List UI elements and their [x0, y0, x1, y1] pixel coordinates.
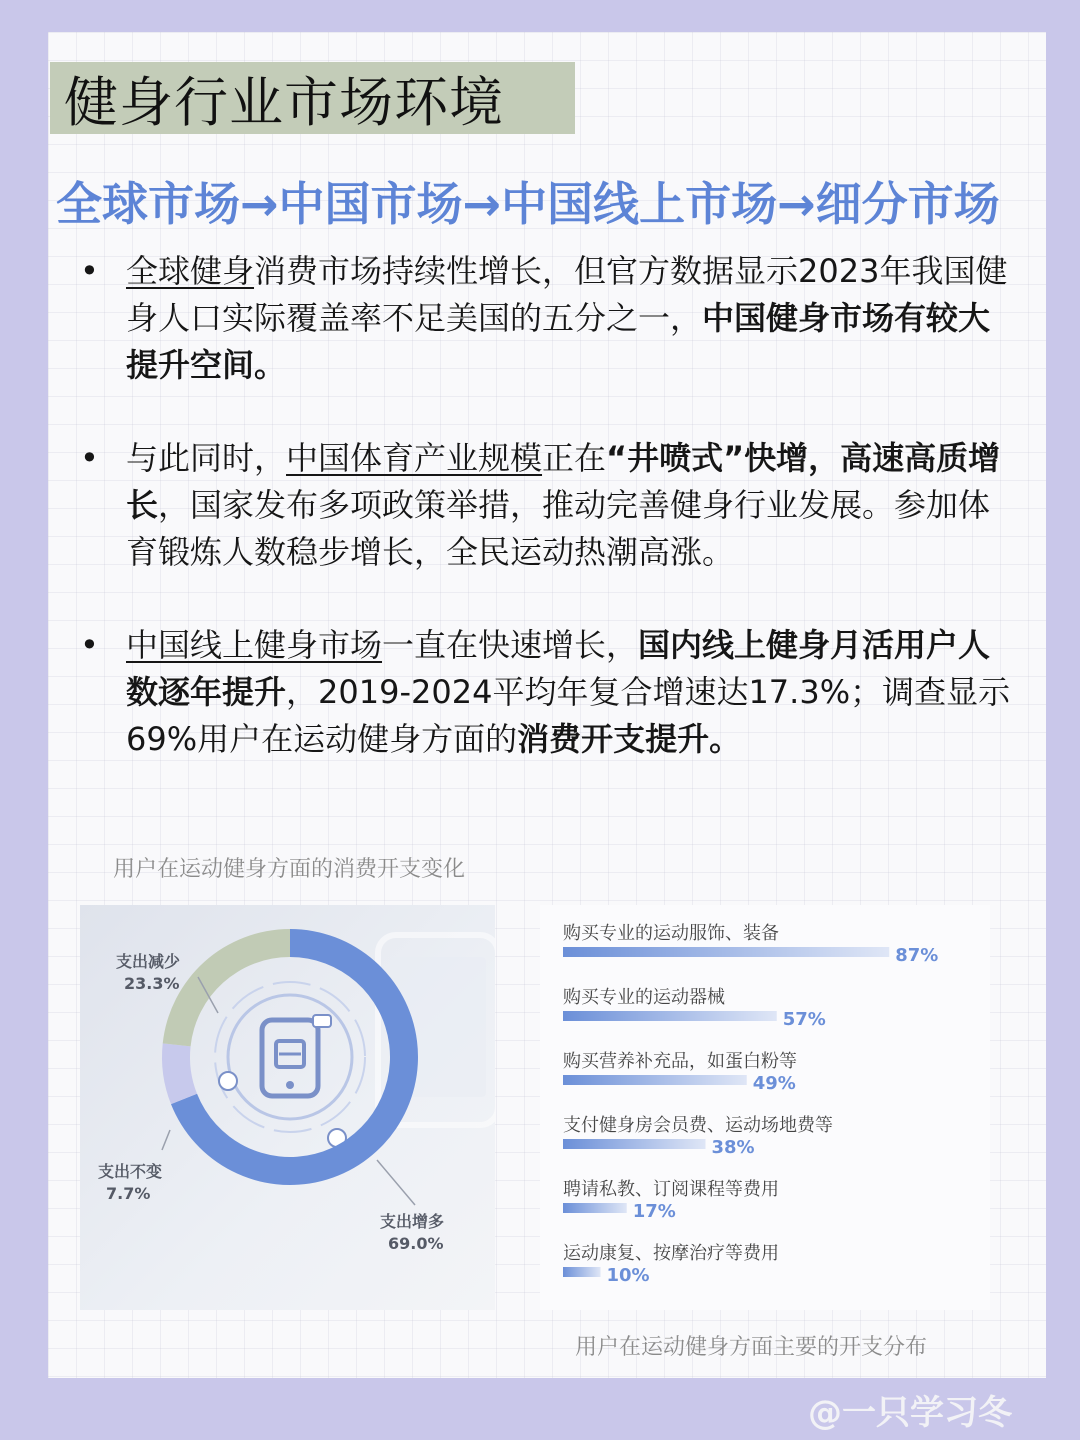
- donut-slice-value: 7.7%: [106, 1184, 151, 1203]
- bullet-dot: •: [80, 439, 99, 477]
- bar-chart-title: 用户在运动健身方面主要的开支分布: [575, 1335, 928, 1360]
- bullet-dot: •: [80, 626, 99, 664]
- donut-slice-name: 支出增多: [380, 1212, 445, 1231]
- donut-chart: [80, 905, 495, 1310]
- bar-value-label: 57%: [782, 1009, 826, 1030]
- page-title-box: [50, 62, 575, 134]
- bar: [563, 1139, 706, 1149]
- donut-leader-line: [162, 1130, 170, 1150]
- watermark: @一只学习冬: [808, 1393, 1012, 1433]
- donut-slice-value: 23.3%: [124, 974, 180, 993]
- bullet-text-segment: 消费市场持续性增长，但官方数据显示2023年我国健身人口实际覆盖率不足美国的五分之一，: [126, 252, 1008, 337]
- donut-chart-title: 用户在运动健身方面的消费开支变化: [113, 857, 466, 882]
- bullet-text-segment: 消费开支提升。: [517, 720, 742, 758]
- bar-category-label: 支付健身房会员费、运动场地费等: [563, 1115, 833, 1136]
- bar-chart: [540, 905, 990, 1310]
- bullet-text-segment: 中国健身市场有较大提升空间。: [126, 299, 991, 384]
- bar-chart-panel: [540, 905, 990, 1310]
- bullet-item: [76, 248, 1016, 389]
- bar-category-label: 运动康复、按摩治疗等费用: [563, 1243, 779, 1264]
- donut-slice-name: 支出不变: [98, 1162, 163, 1181]
- bar: [563, 1267, 601, 1277]
- bar-value-label: 38%: [711, 1137, 755, 1158]
- bar-category-label: 购买营养补充品，如蛋白粉等: [563, 1051, 797, 1072]
- donut-slice-value: 69.0%: [388, 1234, 444, 1253]
- bullet-text-segment: 国内线上健身月活用户人数逐年提升: [126, 626, 991, 711]
- donut-leader-line: [377, 1160, 415, 1205]
- bullet-list: [76, 248, 1016, 809]
- bar-category-label: 购买专业的运动服饰、装备: [563, 923, 779, 944]
- bullet-text-segment: 正在: [542, 439, 607, 477]
- bullet-text-segment: 全球健身: [126, 252, 255, 290]
- bar: [563, 1075, 747, 1085]
- fitness-app-center-icon: [215, 982, 365, 1147]
- bar-category-label: 购买专业的运动器械: [563, 987, 725, 1008]
- bullet-item: [76, 435, 1016, 576]
- bullet-text-segment: 中国线上健身市场: [126, 626, 383, 664]
- bar-value-label: 49%: [752, 1073, 796, 1094]
- donut-slice: [163, 929, 290, 1046]
- donut-chart-panel: [80, 905, 495, 1310]
- bar: [563, 1011, 777, 1021]
- bullet-item: [76, 622, 1016, 763]
- bullet-text-segment: 中国体育产业规模: [286, 439, 543, 477]
- bar-value-label: 10%: [606, 1265, 650, 1286]
- bar: [563, 1203, 627, 1213]
- bar-value-label: 87%: [895, 945, 939, 966]
- bar-value-label: 17%: [632, 1201, 676, 1222]
- page-title: 健身行业市场环境: [64, 70, 504, 134]
- bar-category-label: 聘请私教、订阅课程等费用: [563, 1179, 779, 1200]
- donut-slice-name: 支出减少: [116, 952, 181, 971]
- bar: [563, 947, 889, 957]
- bullet-text-segment: 一直在快速增长，: [382, 626, 639, 664]
- market-flow-subtitle: 全球市场→中国市场→中国线上市场→细分市场: [56, 177, 1000, 231]
- donut-slice: [162, 1043, 197, 1104]
- bullet-text-segment: “井喷式”快增，高速高质增长: [126, 439, 1001, 524]
- bullet-text-segment: ，2019-2024平均年复合增速达17.3%；调查显示69%用户在运动健身方面的: [126, 673, 1011, 758]
- bullet-dot: •: [80, 252, 99, 290]
- bullet-text-segment: 与此同时，: [126, 439, 287, 477]
- bullet-text-segment: ，国家发布多项政策举措，推动完善健身行业发展。参加体育锻炼人数稳步增长，全民运动热潮高涨。: [126, 486, 991, 571]
